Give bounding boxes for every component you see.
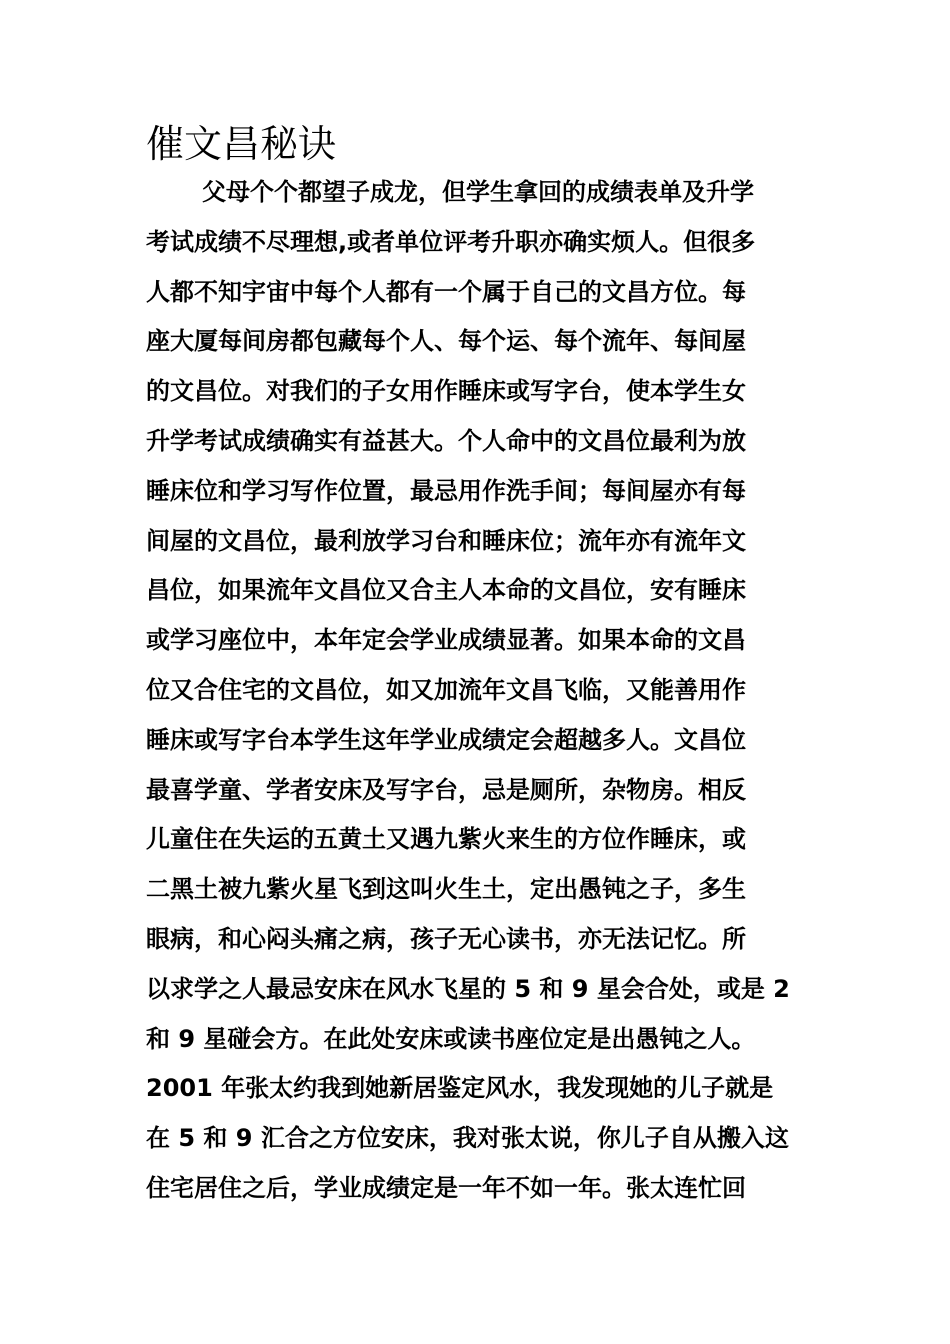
body-line: 间屋的文昌位，最利放学习台和睡床位；流年亦有流年文 bbox=[146, 526, 746, 555]
document-body bbox=[146, 168, 816, 1214]
body-line: 睡床位和学习写作位置，最忌用作洗手间；每间屋亦有每 bbox=[146, 476, 746, 505]
body-line: 睡床或写字台本学生这年学业成绩定会超越多人。文昌位 bbox=[146, 725, 746, 754]
body-line: 以求学之人最忌安床在风水飞星的 5 和 9 星会合处，或是 2 bbox=[146, 974, 790, 1003]
body-line: 最喜学童、学者安床及写字台，忌是厕所，杂物房。相反 bbox=[146, 775, 746, 804]
body-line: 眼病，和心闷头痛之病，孩子无心读书，亦无法记忆。所 bbox=[146, 924, 746, 953]
body-line: 升学考试成绩确实有益甚大。个人命中的文昌位最利为放 bbox=[146, 426, 746, 455]
body-line: 人都不知宇宙中每个人都有一个属于自己的文昌方位。每 bbox=[146, 277, 746, 306]
body-line: 和 9 星碰会方。在此处安床或读书座位定是出愚钝之人。 bbox=[146, 1024, 756, 1053]
body-line: 父母个个都望子成龙，但学生拿回的成绩表单及升学 bbox=[202, 178, 754, 206]
body-line: 考试成绩不尽理想,或者单位评考升职亦确实烦人。但很多 bbox=[146, 227, 756, 256]
body-line: 座大厦每间房都包藏每个人、每个运、每个流年、每间屋 bbox=[146, 327, 746, 356]
body-line: 儿童住在失运的五黄土又遇九紫火来生的方位作睡床，或 bbox=[146, 825, 746, 854]
body-line: 二黑土被九紫火星飞到这叫火生土，定出愚钝之子，多生 bbox=[146, 875, 746, 904]
body-line: 昌位，如果流年文昌位又合主人本命的文昌位，安有睡床 bbox=[146, 576, 746, 605]
body-line: 或学习座位中，本年定会学业成绩显著。如果本命的文昌 bbox=[146, 626, 746, 655]
body-line: 的文昌位。对我们的子女用作睡床或写字台，使本学生女 bbox=[146, 377, 746, 406]
body-line: 位又合住宅的文昌位，如又加流年文昌飞临，又能善用作 bbox=[146, 675, 746, 704]
document-title: 催文昌秘诀 bbox=[146, 122, 337, 166]
body-line: 在 5 和 9 汇合之方位安床，我对张太说，你儿子自从搬入这 bbox=[146, 1124, 789, 1153]
body-line: 2001 年张太约我到她新居鉴定风水，我发现她的儿子就是 bbox=[146, 1074, 774, 1103]
body-line: 住宅居住之后，学业成绩定是一年不如一年。张太连忙回 bbox=[146, 1173, 746, 1202]
